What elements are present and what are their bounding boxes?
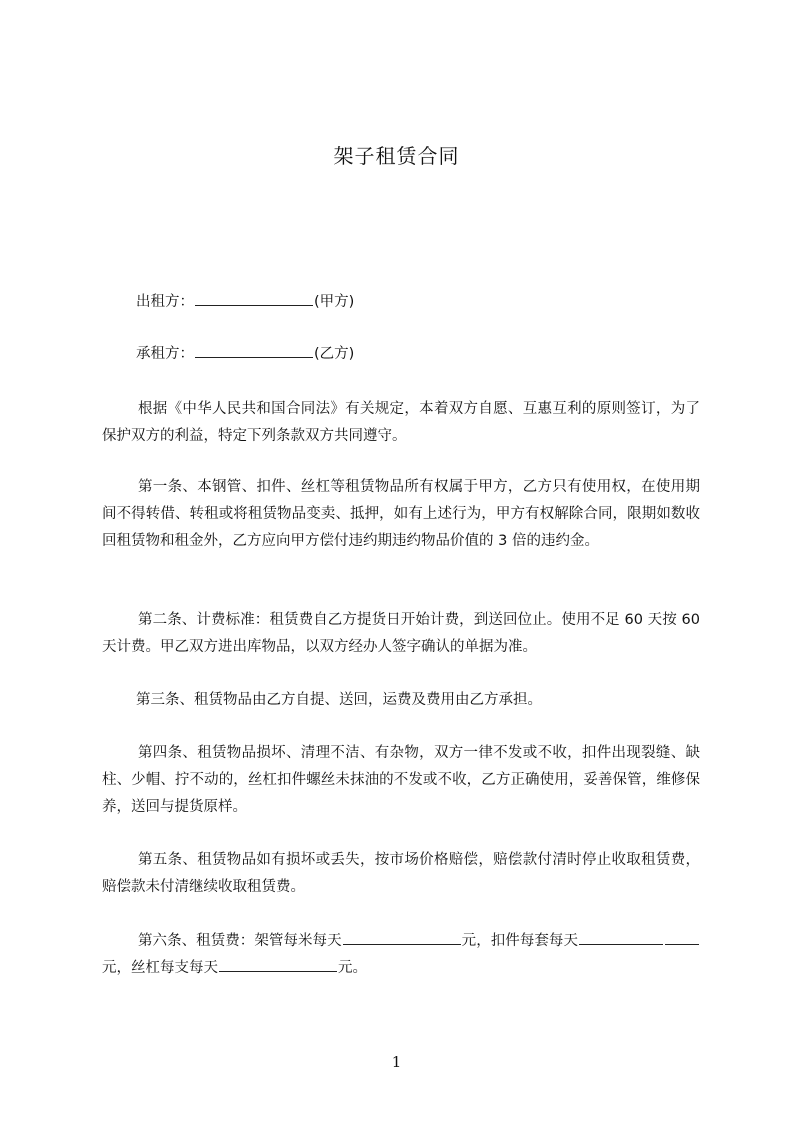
page-number: 1 [391,1053,402,1071]
clause-6-paragraph [102,928,700,982]
lessor-line [102,289,700,316]
screw-rate-blank[interactable] [219,957,337,972]
clause-4-paragraph: 第四条、租赁物品损坏、清理不洁、有杂物，双方一律不发或不收，扣件出现裂缝、缺柱、少帽、拧不动的，丝杠扣件螺丝未抹油的不发或不收，乙方正确使用，妥善保管，维修保养，送回与提货原样。 [102,745,700,815]
clause-2-paragraph: 第二条、计费标准：租赁费自乙方提货日开始计费，到送回位止。使用不足 60 天按 60 天计费。甲乙双方进出库物品，以双方经办人签字确认的单据为准。 [102,612,700,655]
lessor-suffix: (甲方) [314,294,355,310]
clause-6-part-3: 元，丝杠每支每天 [102,960,218,976]
clause-6-part-4: 元。 [338,960,367,976]
preamble-paragraph: 根据《中华人民共和国合同法》有关规定，本着双方自愿、互惠互利的原则签订，为了保护双方的利益，特定下列条款双方共同遵守。 [102,401,700,444]
lessor-label: 出租方： [136,294,194,310]
lessee-label: 承租方： [136,346,194,362]
clamp-rate-blank-continued[interactable] [665,930,699,945]
lessor-name-blank[interactable] [195,291,313,306]
clamp-rate-blank[interactable] [579,930,663,945]
clause-5-paragraph: 第五条、租赁物品如有损坏或丢失，按市场价格赔偿，赔偿款付清时停止收取租赁费，赔偿款未付清继续收取租赁费。 [102,852,700,895]
pipe-rate-blank[interactable] [343,930,461,945]
clause-1-paragraph: 第一条、本钢管、扣件、丝杠等租赁物品所有权属于甲方，乙方只有使用权，在使用期间不得转借、转租或将租赁物品变卖、抵押，如有上述行为，甲方有权解除合同，限期如数收回租赁物和租金外，乙方应向甲方偿付违约期违约物品价值的 3 倍的违约金。 [102,479,700,549]
document-title: 架子租赁合同 [333,144,460,168]
clause-6-part-1: 第六条、租赁费：架管每米每天 [138,933,342,949]
clause-3-paragraph: 第三条、租赁物品由乙方自提、送回，运费及费用由乙方承担。 [136,692,542,708]
lessee-suffix: (乙方) [314,346,355,362]
lessee-line [102,341,700,368]
lessee-name-blank[interactable] [195,343,313,358]
clause-6-part-2: 元，扣件每套每天 [461,933,579,949]
